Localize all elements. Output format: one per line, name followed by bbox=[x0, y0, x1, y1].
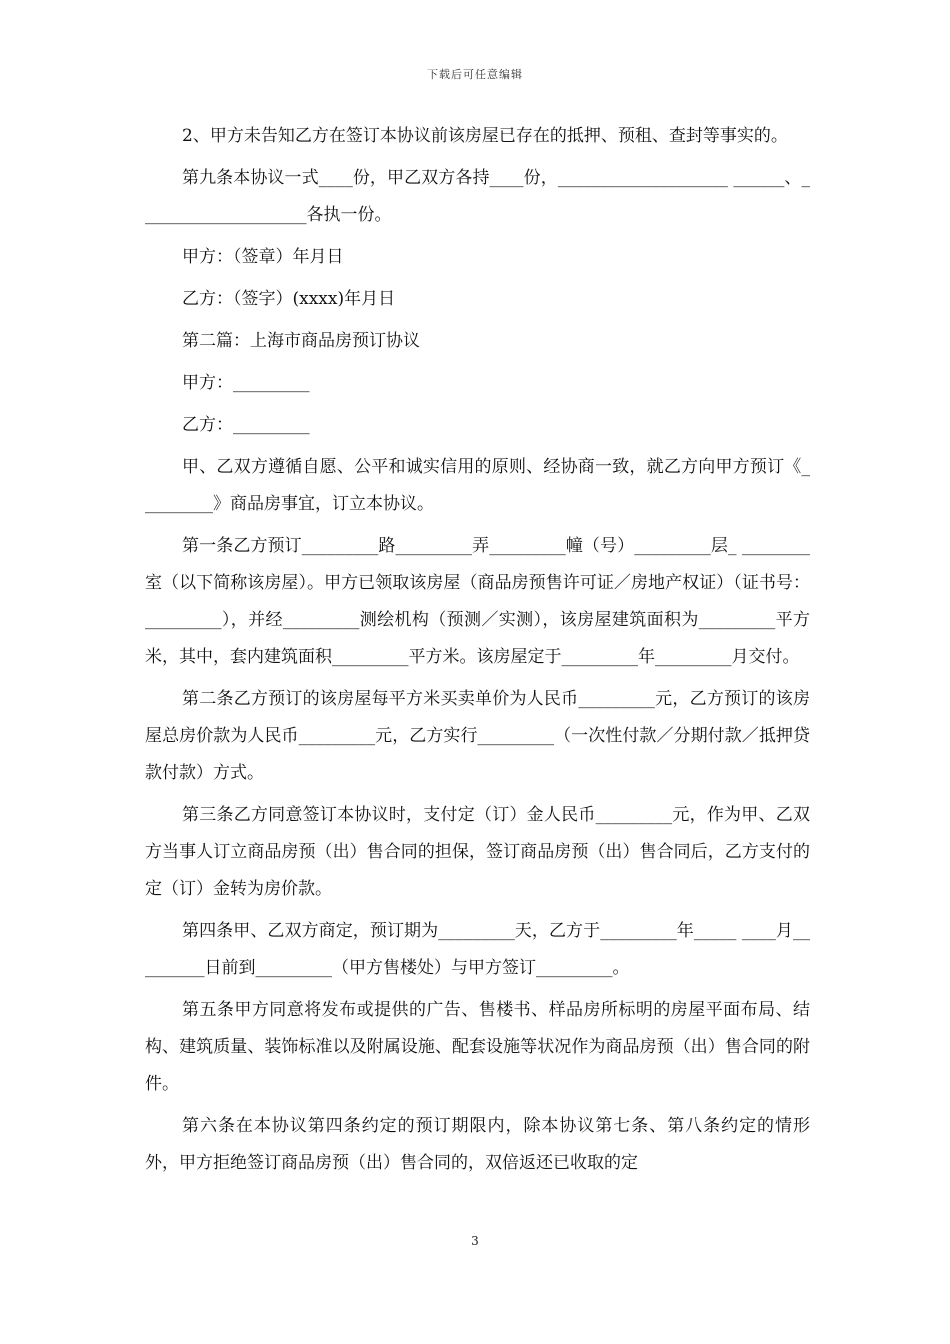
paragraph-article-1: 第一条乙方预订_________路_________弄_________幢（号）_________层_ ________室（以下简称该房屋）。甲方已领取该房屋（商品房预售许可证／房地产权证）（证书号：_________），并经_________测绘机构（预测／实测），该房屋建筑面积为_________平方米，其中，套内建筑面积_________平方米。该房屋定于_________年_________月交付。 bbox=[145, 536, 810, 667]
paragraph-preamble: 甲、乙双方遵循自愿、公平和诚实信用的原则、经协商一致，就乙方向甲方预订《_________》商品房事宜，订立本协议。 bbox=[145, 457, 810, 514]
paragraph-article-6: 第六条在本协议第四条约定的预订期限内，除本协议第七条、第八条约定的情形外，甲方拒绝签订商品房预（出）售合同的，双倍返还已收取的定 bbox=[145, 1116, 810, 1173]
paragraph-party-b: 乙方：_________ bbox=[182, 415, 310, 435]
paragraph-article-5: 第五条甲方同意将发布或提供的广告、售楼书、样品房所标明的房屋平面布局、结构、建筑质量、装饰标准以及附属设施、配套设施等状况作为商品房预（出）售合同的附件。 bbox=[145, 1000, 810, 1094]
paragraph-party-a: 甲方：_________ bbox=[182, 373, 310, 393]
section-title: 第二篇：上海市商品房预订协议 bbox=[182, 331, 420, 351]
paragraph-article-3: 第三条乙方同意签订本协议时，支付定（订）金人民币_________元，作为甲、乙双方当事人订立商品房预（出）售合同的担保，签订商品房预（出）售合同后，乙方支付的定（订）金转为房价款。 bbox=[145, 805, 810, 899]
paragraph-party-b-signature: 乙方：（签字）(xxxx)年月日 bbox=[182, 289, 396, 309]
page-number: 3 bbox=[471, 1234, 479, 1248]
paragraph-article-9: 第九条本协议一式____份，甲乙双方各持____份，____________________ ______、____________________各执一份。 bbox=[145, 168, 810, 225]
document-body bbox=[145, 118, 810, 1187]
paragraph-article-2: 第二条乙方预订的该房屋每平方米买卖单价为人民币_________元，乙方预订的该房屋总房价款为人民币_________元，乙方实行_________（一次性付款／分期付款／抵押贷款付款）方式。 bbox=[145, 689, 810, 783]
page-header: 下载后可任意编辑 bbox=[427, 68, 523, 81]
paragraph-party-a-signature: 甲方：（签章）年月日 bbox=[182, 247, 344, 267]
paragraph-clause-2: 2、甲方未告知乙方在签订本协议前该房屋已存在的抵押、预租、查封等事实的。 bbox=[182, 126, 788, 146]
paragraph-article-4: 第四条甲、乙双方商定，预订期为_________天，乙方于_________年_____ ____月_________日前到_________（甲方售楼处）与甲方签订_________。 bbox=[145, 921, 810, 978]
